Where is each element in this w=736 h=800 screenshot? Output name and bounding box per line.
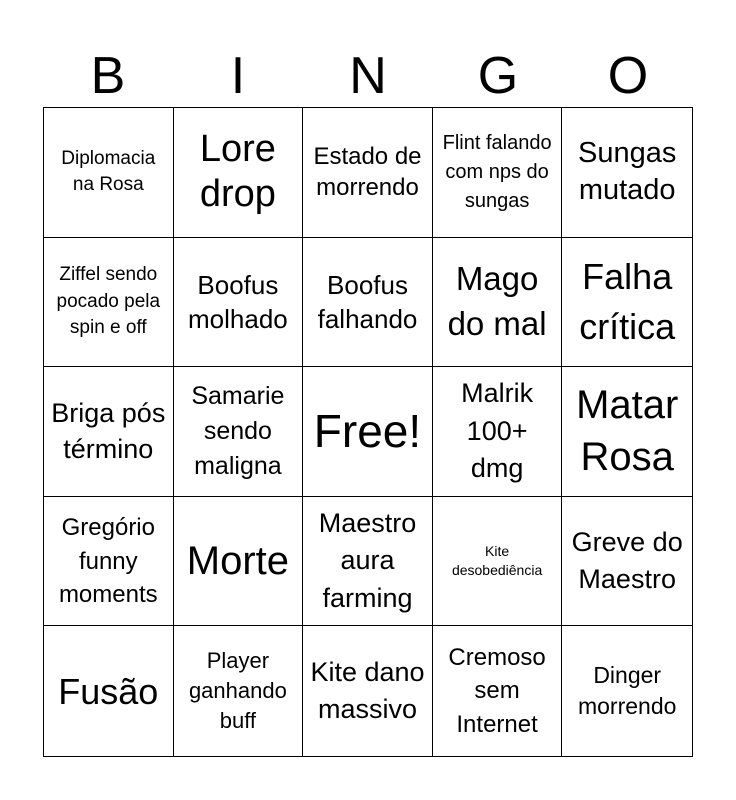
header-letter-i: I bbox=[230, 47, 246, 105]
free-space[interactable] bbox=[303, 367, 433, 497]
header-letter-g: G bbox=[477, 47, 519, 105]
bingo-cell[interactable] bbox=[174, 626, 304, 756]
header-letter-o: O bbox=[607, 47, 649, 105]
cell-text: Flint falando com nps do sungas bbox=[442, 131, 552, 212]
cell-text: Diplomacia na Rosa bbox=[61, 147, 156, 196]
cell-text: Dinger morrendo bbox=[577, 662, 677, 720]
cell-text: Estado de morrendo bbox=[313, 142, 422, 202]
cell-text: Briga pós término bbox=[51, 398, 166, 465]
bingo-cell[interactable] bbox=[174, 497, 304, 627]
cell-text: Gregório funny moments bbox=[58, 514, 158, 608]
bingo-cell[interactable] bbox=[44, 497, 174, 627]
cell-text: Cremoso sem Internet bbox=[448, 643, 546, 738]
bingo-cell[interactable] bbox=[44, 108, 174, 238]
cell-text: Sungas mutado bbox=[578, 136, 677, 207]
bingo-cell[interactable] bbox=[303, 626, 433, 756]
cell-text: Boofus molhado bbox=[188, 269, 288, 334]
cell-text: Matar Rosa bbox=[576, 383, 679, 480]
cell-text: Malrik 100+ dmg bbox=[461, 377, 534, 484]
bingo-cell[interactable] bbox=[433, 108, 563, 238]
bingo-cell[interactable] bbox=[562, 367, 692, 497]
bingo-cell[interactable] bbox=[303, 238, 433, 368]
cell-text: Free! bbox=[313, 404, 422, 457]
cell-text: Player ganhando buff bbox=[188, 647, 287, 734]
bingo-cell[interactable] bbox=[562, 108, 692, 238]
bingo-header bbox=[43, 46, 693, 106]
bingo-board bbox=[43, 107, 693, 757]
bingo-cell[interactable] bbox=[44, 626, 174, 756]
bingo-cell[interactable] bbox=[562, 238, 692, 368]
cell-text: Boofus falhando bbox=[317, 269, 418, 334]
header-letter-n: N bbox=[349, 47, 387, 105]
bingo-cell[interactable] bbox=[174, 108, 304, 238]
cell-text: Greve do Maestro bbox=[571, 526, 683, 595]
bingo-cell[interactable] bbox=[174, 238, 304, 368]
bingo-cell[interactable] bbox=[562, 497, 692, 627]
bingo-cell[interactable] bbox=[174, 367, 304, 497]
cell-text: Mago do mal bbox=[447, 260, 547, 342]
header-letter-b: B bbox=[90, 47, 126, 105]
bingo-cell[interactable] bbox=[433, 497, 563, 627]
cell-text: Morte bbox=[186, 539, 290, 584]
bingo-cell[interactable] bbox=[44, 367, 174, 497]
cell-text: Kite dano massivo bbox=[310, 656, 425, 725]
bingo-cell[interactable] bbox=[44, 238, 174, 368]
bingo-cell[interactable] bbox=[562, 626, 692, 756]
bingo-cell[interactable] bbox=[433, 238, 563, 368]
bingo-cell[interactable] bbox=[303, 497, 433, 627]
cell-text: Fusão bbox=[58, 670, 159, 712]
cell-text: Maestro aura farming bbox=[318, 508, 417, 613]
bingo-cell[interactable] bbox=[433, 626, 563, 756]
cell-text: Samarie sendo maligna bbox=[191, 381, 285, 480]
bingo-cell[interactable] bbox=[433, 367, 563, 497]
cell-text: Lore drop bbox=[199, 127, 276, 216]
cell-text: Ziffel sendo pocado pela spin e off bbox=[56, 264, 161, 339]
cell-text: Falha crítica bbox=[579, 255, 676, 347]
cell-text: Kite desobediência bbox=[451, 543, 543, 579]
bingo-cell[interactable] bbox=[303, 108, 433, 238]
